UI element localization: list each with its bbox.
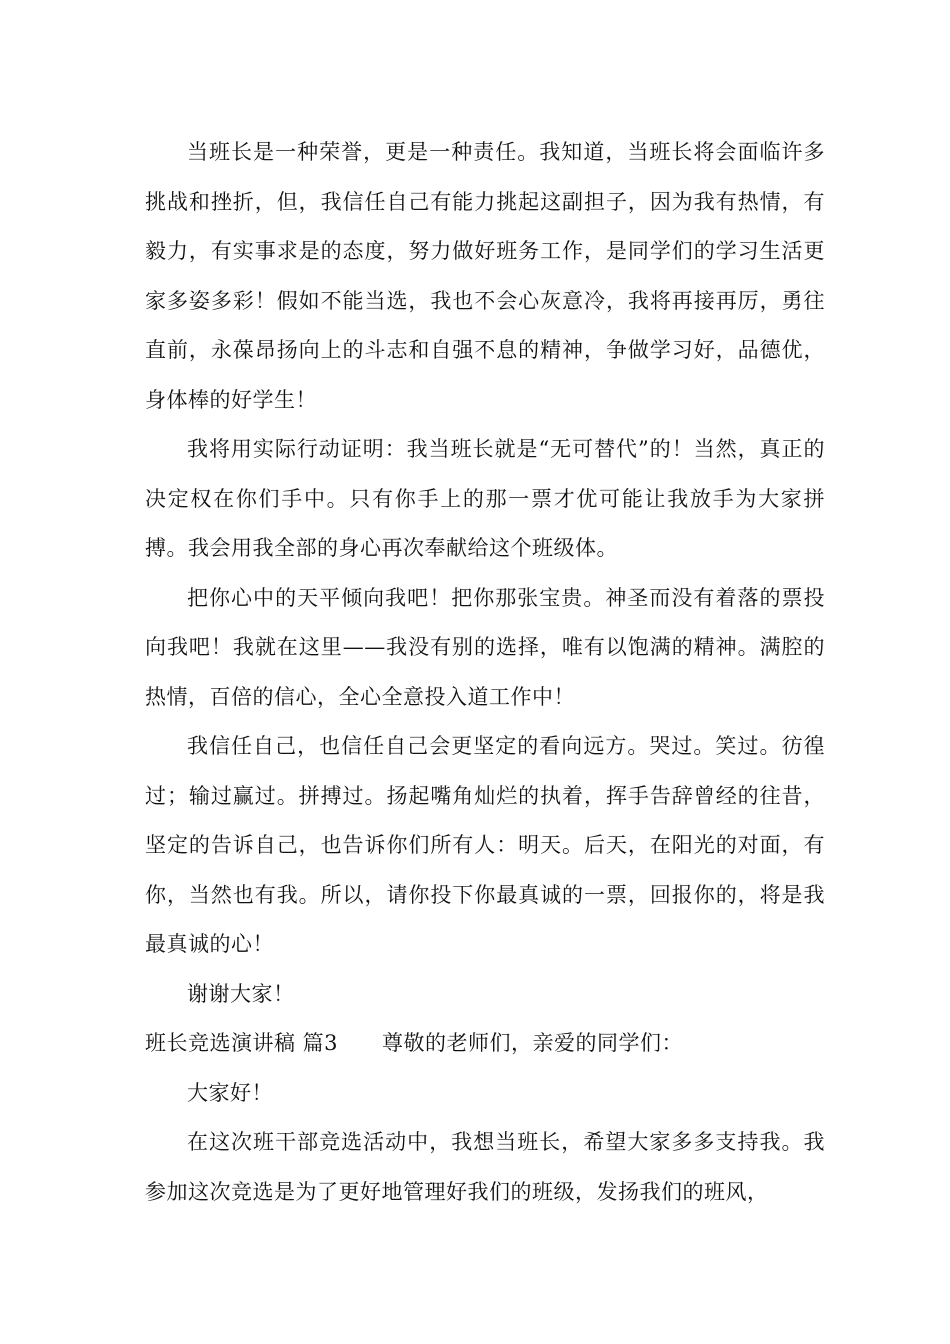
paragraph-irreplaceable: 我将用实际行动证明：我当班长就是“无可替代”的！当然，真正的决定权在你们手中。只有你手上的那一票才优可能让我放手为大家拼搏。我会用我全部的身心再次奉献给这个班级体。	[145, 437, 825, 560]
document-body	[145, 128, 825, 1217]
paragraph-vote-for-me: 把你心中的天平倾向我吧！把你那张宝贵。神圣而没有着落的票投向我吧！我就在这里——我没有别的选择，唯有以饱满的精神。满腔的热情，百倍的信心，全心全意投入道工作中！	[145, 585, 825, 709]
paragraph-hello: 大家好！	[187, 1080, 273, 1105]
section-greeting: 尊敬的老师们，亲爱的同学们：	[382, 1031, 684, 1055]
section-heading	[145, 1019, 825, 1069]
paragraph-responsibility: 当班长是一种荣誉，更是一种责任。我知道，当班长将会面临许多挑战和挫折，但，我信任自己有能力挑起这副担子，因为我有热情，有毅力，有实事求是的态度，努力做好班务工作，是同学们的学习生活更家多姿多彩！假如不能当选，我也不会心灰意冷，我将再接再厉，勇往直前，永葆昂扬向上的斗志和自强不息的精神，争做学习好，品德优，身体棒的好学生！	[145, 140, 825, 412]
section-title: 班长竞选演讲稿 篇3	[145, 1031, 339, 1055]
paragraph-thanks: 谢谢大家！	[187, 981, 295, 1006]
paragraph-believe-in-self: 我信任自己，也信任自己会更坚定的看向远方。哭过。笑过。彷徨过；输过赢过。拼搏过。扬起嘴角灿烂的执着，挥手告辞曾经的往昔，坚定的告诉自己，也告诉你们所有人：明天。后天，在阳光的对面，有你，当然也有我。所以，请你投下你最真诚的一票，回报你的，将是我最真诚的心！	[145, 734, 825, 956]
paragraph-campaign-intro: 在这次班干部竞选活动中，我想当班长，希望大家多多支持我。我参加这次竞选是为了更好地管理好我们的班级，发扬我们的班风，	[145, 1130, 825, 1204]
